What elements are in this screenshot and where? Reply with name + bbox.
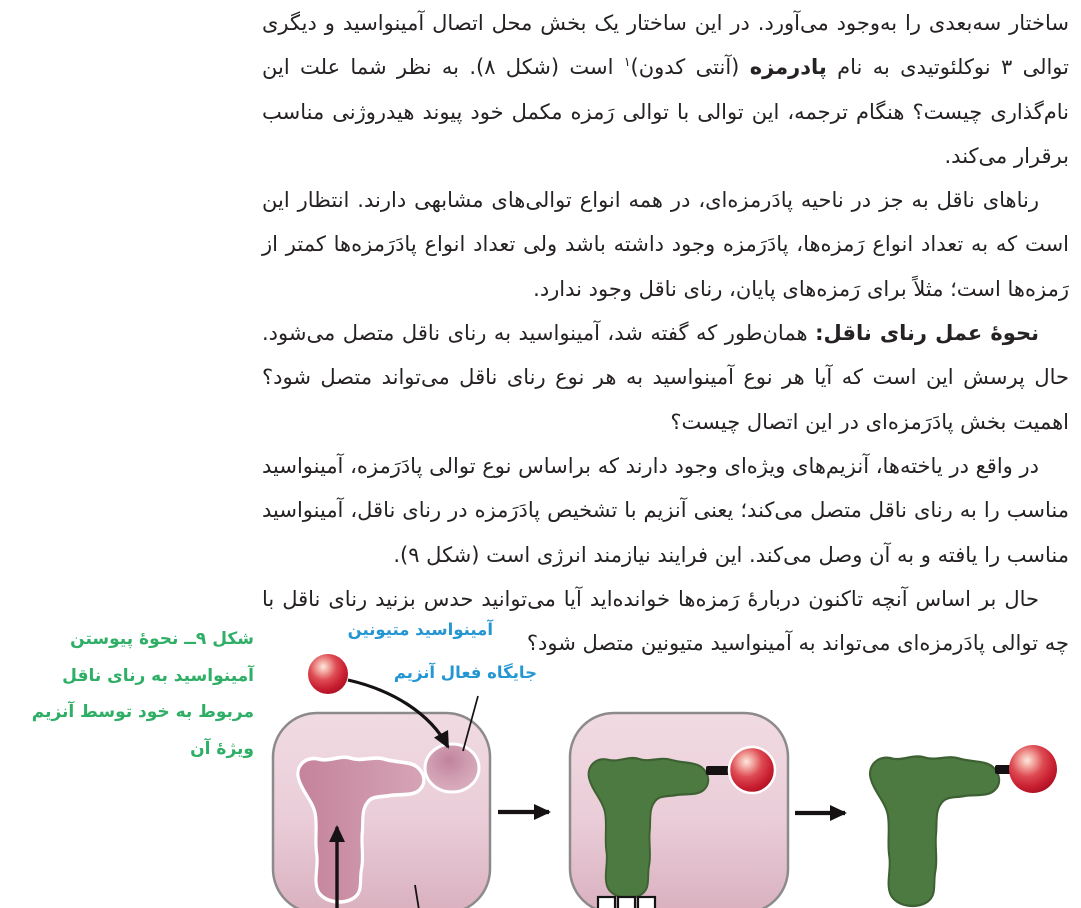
paragraph-1 bbox=[262, 1, 1069, 178]
paragraph-1-text3: است (شکل ۸). به نظر شما علت این نام‌گذاری چیست؟ هنگام ترجمه، این توالی با توالی رَمزه مکمل خود پیوند هیدروژنی مناسب برقرار می‌کند. bbox=[262, 55, 1069, 168]
body-text-column bbox=[262, 1, 1069, 665]
enzyme-active-site bbox=[425, 744, 479, 792]
paragraph-3 bbox=[262, 311, 1069, 444]
paragraph-4 bbox=[262, 444, 1069, 577]
paragraph-3-text: همان‌طور که گفته شد، آمینواسید به رنای ناقل متصل می‌شود. حال پرسش این است که آیا هر نوع آمینواسید به هر نوع رنای ناقل می‌تواند متصل شود؟ اهمیت بخش پادَرَمزه‌ای در این اتصال چیست؟ bbox=[262, 321, 1069, 434]
amino-acid-sphere-panel-2 bbox=[729, 747, 775, 793]
label-amino-acid-methionine: آمینواسید متیونین bbox=[347, 620, 493, 639]
enzyme-panel-1 bbox=[273, 713, 490, 908]
footnote-marker: ۱ bbox=[623, 54, 631, 70]
trna-green-panel-3 bbox=[870, 756, 999, 905]
term-anticodon-bold: پادرمزه bbox=[749, 55, 827, 80]
free-amino-acid-sphere bbox=[308, 654, 348, 694]
heading-trna-function-bold: نحوهٔ عمل رنای ناقل: bbox=[815, 321, 1039, 346]
amino-acid-sphere-panel-3 bbox=[1009, 745, 1057, 793]
paragraph-2-text: رناهای ناقل به جز در ناحیه پادَرمزه‌ای، در همه انواع توالی‌های مشابهی دارند. انتظار این است که به تعداد انواع رَمزه‌ها، پادَرَمزه وجود داشته باشد ولی تعداد انواع پادَرَمزه‌ها کمتر از رَمزه‌ها است؛ مثلاً برای رَمزه‌های پایان، رنای ناقل وجود ندارد. bbox=[262, 188, 1069, 301]
enzyme-panel-2 bbox=[570, 713, 788, 908]
paragraph-4-text: در واقع در یاخته‌ها، آنزیم‌های ویژه‌ای وجود دارند که براساس نوع توالی پادَرَمزه، آمینواسید مناسب را به رنای ناقل متصل می‌کند؛ یعنی آنزیم با تشخیص پادَرَمزه در رنای ناقل، آمینواسید مناسب را یافته و به آن وصل می‌کند. این فرایند نیازمند انرژی است (شکل ۹). bbox=[262, 453, 1069, 567]
paragraph-1-text: ساختار سه‌بعدی را به‌وجود می‌آورد. در این ساختار یک بخش محل اتصال آمینواسید و دیگری توالی ۳ نوکلئوتیدی به نام bbox=[262, 11, 1069, 80]
paragraph-1-text2: (آنتی کدون) bbox=[630, 55, 750, 80]
anticodon-squares bbox=[598, 897, 655, 908]
paragraph-5-text: حال بر اساس آنچه تاکنون دربارهٔ رَمزه‌ها خوانده‌اید آیا می‌توانید حدس بزنید رنای ناقل با چه توالی پادَرمزه‌ای می‌تواند به آمینواسید متیونین متصل شود؟ bbox=[262, 586, 1069, 656]
paragraph-2 bbox=[262, 178, 1069, 311]
figure-9-diagram bbox=[0, 608, 1081, 908]
figure-9-caption: شکل ۹ــ نحوهٔ پیوستن آمینواسید به رنای ناقل مربوط به خود توسط آنزیم ویژهٔ آن bbox=[31, 629, 254, 759]
label-enzyme-active-site: جایگاه فعال آنزیم bbox=[393, 663, 537, 682]
